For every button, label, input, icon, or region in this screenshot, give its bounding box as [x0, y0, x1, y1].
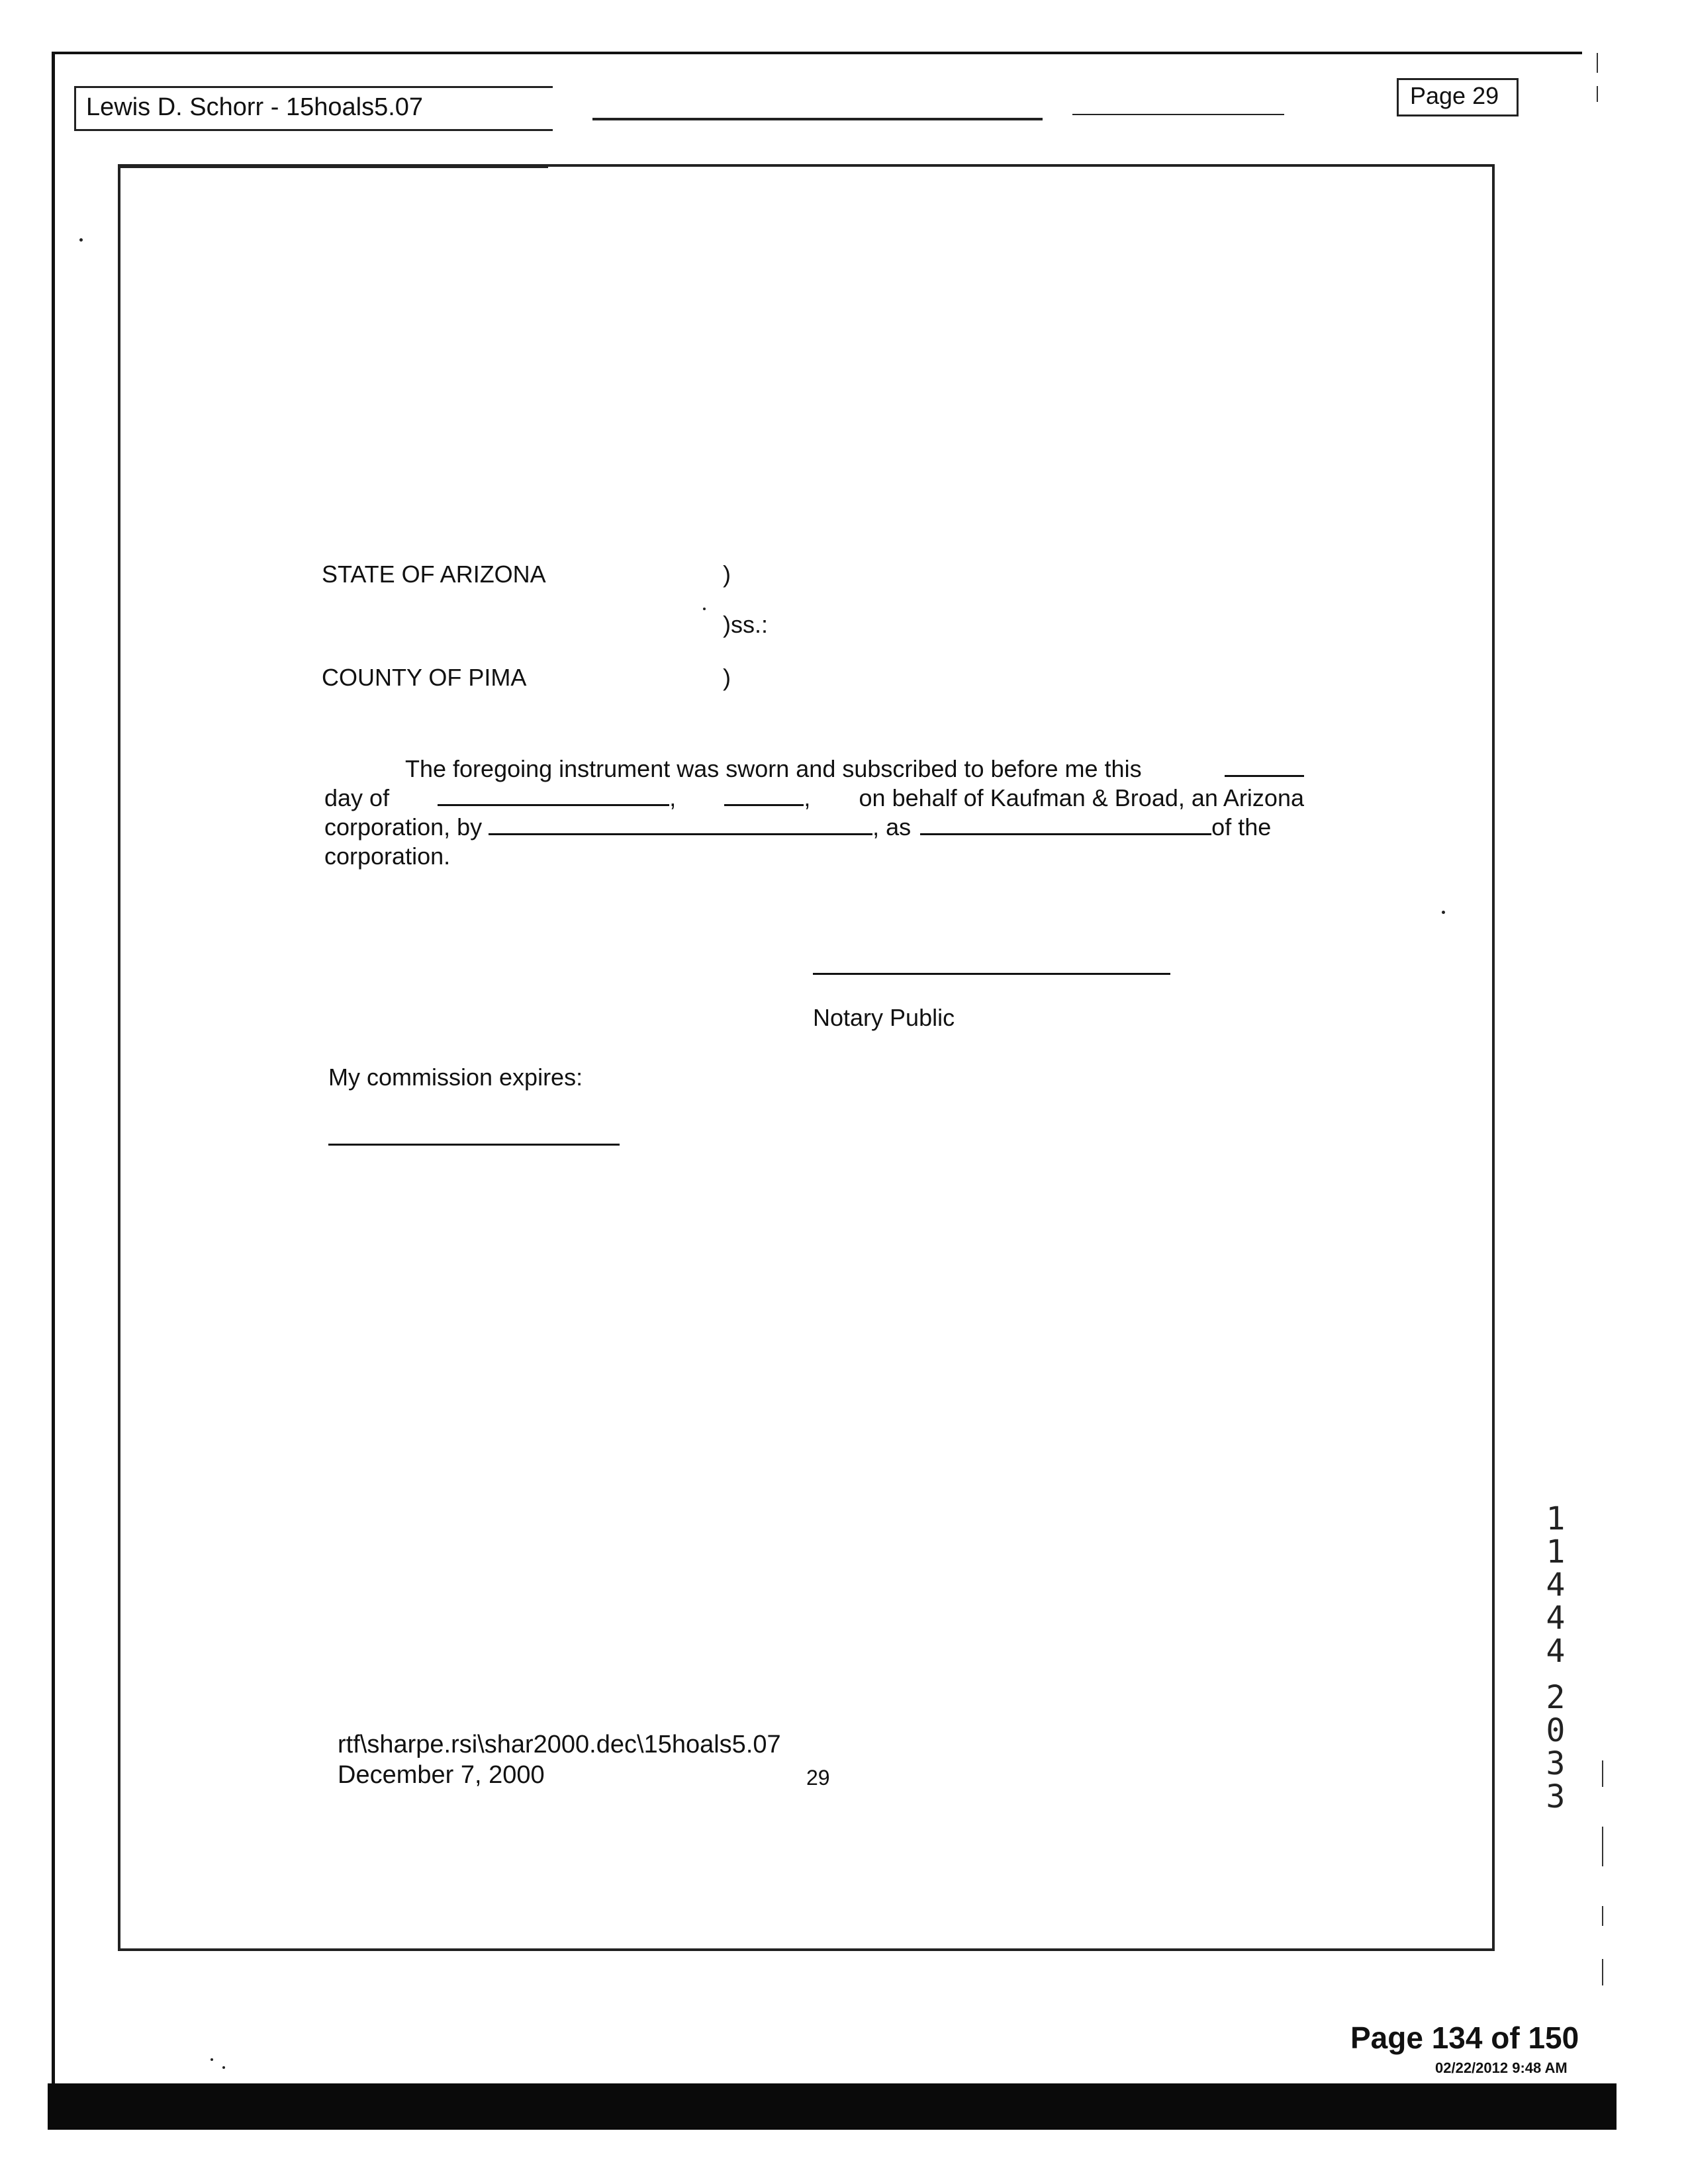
bates-digit: 1	[1546, 1500, 1566, 1537]
of-the-label: of the	[1211, 813, 1272, 841]
bates-digit: 0	[1546, 1712, 1566, 1749]
month-blank	[438, 784, 669, 806]
commission-expiry-line	[328, 1144, 620, 1146]
county-label: COUNTY OF PIMA	[322, 664, 527, 691]
scan-timestamp: 02/22/2012 9:48 AM	[1435, 2060, 1568, 2076]
document-page-number: 29	[806, 1766, 830, 1790]
as-label: , as	[872, 813, 912, 841]
state-label: STATE OF ARIZONA	[322, 561, 546, 588]
bates-digit: 2	[1546, 1679, 1566, 1716]
scan-speck	[222, 2066, 225, 2069]
document-date: December 7, 2000	[338, 1761, 545, 1789]
scan-edge-mark	[1602, 1959, 1603, 1985]
scan-speck	[1442, 911, 1445, 914]
scan-edge-mark	[1602, 1827, 1603, 1866]
acknowledgment-line	[324, 754, 1304, 784]
commission-expires-label: My commission expires:	[328, 1064, 583, 1091]
document-page-frame	[118, 164, 1495, 1951]
header-rule	[1072, 114, 1284, 115]
acknowledgment-line	[324, 784, 1304, 813]
bates-digit: 3	[1546, 1778, 1566, 1815]
header-rule	[592, 118, 1043, 120]
scan-speck	[703, 608, 706, 610]
header-page-label: Page 29	[1410, 82, 1499, 109]
day-blank	[1225, 755, 1304, 777]
signer-title-blank	[920, 813, 1211, 835]
bates-digit: 3	[1546, 1745, 1566, 1782]
venue-ss: )ss.:	[723, 611, 768, 638]
scan-speck	[211, 2058, 213, 2061]
scan-edge-mark	[1602, 1906, 1603, 1926]
bates-digit: 4	[1546, 1600, 1566, 1637]
comma: ,	[669, 784, 677, 811]
acknowledgment-line	[324, 842, 1304, 871]
bates-digit: 1	[1546, 1533, 1566, 1570]
venue-paren: )	[723, 664, 731, 691]
corporation-label: corporation.	[324, 842, 451, 870]
comma: ,	[804, 784, 811, 811]
scan-page-counter: Page 134 of 150	[1350, 2021, 1579, 2055]
venue-paren: )	[723, 561, 731, 588]
scan-edge-mark	[1597, 86, 1598, 102]
behalf-text: on behalf of Kaufman & Broad, an Arizona	[859, 784, 1304, 811]
notary-public-label: Notary Public	[813, 1004, 955, 1031]
bates-digit: 4	[1546, 1567, 1566, 1604]
year-blank	[724, 784, 804, 806]
scan-bottom-bar	[48, 2083, 1617, 2130]
scan-top-border	[53, 52, 1582, 54]
scan-speck	[79, 238, 83, 242]
bates-stamp	[1542, 1502, 1569, 1813]
signer-name-blank	[489, 813, 872, 835]
corporation-by-label: corporation, by	[324, 813, 483, 841]
scan-edge-mark	[1597, 53, 1598, 73]
day-of-label: day of	[324, 784, 390, 811]
document-file-path: rtf\sharpe.rsi\shar2000.dec\15hoals5.07	[338, 1731, 781, 1758]
acknowledgment-line	[324, 813, 1304, 842]
acknowledgment-text: The foregoing instrument was sworn and subscribed to before me this	[405, 755, 1142, 782]
scan-left-border	[52, 52, 55, 2090]
acknowledgment-paragraph	[324, 754, 1304, 871]
bates-digit: 4	[1546, 1633, 1566, 1670]
header-document-label: Lewis D. Schorr - 15hoals5.07	[86, 93, 424, 121]
notary-signature-line	[813, 973, 1170, 975]
scan-edge-mark	[1602, 1760, 1603, 1787]
